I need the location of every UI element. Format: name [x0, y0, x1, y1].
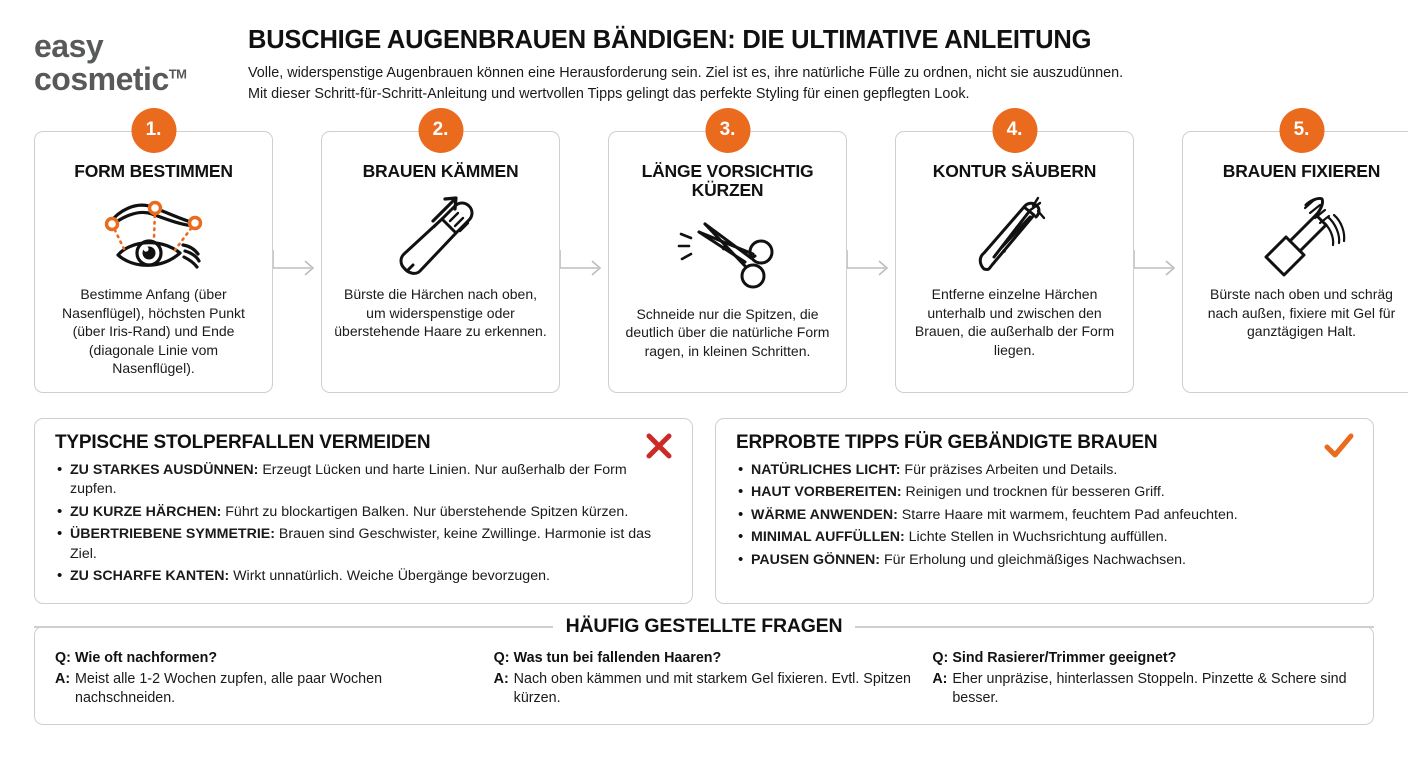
faq-q-label: Q: — [55, 650, 71, 667]
step-wrapper-1 — [34, 119, 321, 393]
pitfall-label: ZU SCHARFE KANTEN: — [70, 568, 230, 584]
tip-text: Für präzises Arbeiten und Details. — [900, 461, 1118, 478]
step-connector-1 — [273, 131, 321, 393]
faq-item — [494, 649, 915, 708]
list-item — [55, 461, 674, 500]
tweezers-icon — [972, 191, 1058, 277]
pitfalls-title: TYPISCHE STOLPERFALLEN VERMEIDEN — [55, 431, 431, 453]
step-wrapper-2 — [321, 119, 608, 393]
tip-text: Starre Haare mit warmem, feuchtem Pad anfeuchten. — [897, 506, 1238, 523]
faq-item — [932, 649, 1353, 708]
pitfall-label: ZU KURZE HÄRCHEN: — [70, 503, 222, 520]
faq-question-row — [932, 649, 1353, 668]
list-item — [736, 483, 1355, 502]
step-wrapper-3 — [608, 119, 895, 393]
eye-brow-mapping-icon — [98, 191, 210, 277]
tip-label: WÄRME ANWENDEN: — [751, 506, 898, 523]
pitfalls-panel — [34, 418, 693, 605]
trademark-symbol: TM — [168, 65, 187, 81]
faq-title: HÄUFIG GESTELLTE FRAGEN — [553, 615, 856, 638]
steps-row — [0, 119, 1408, 393]
brow-gel-wand-icon — [1252, 191, 1352, 277]
faq-answer: Meist alle 1-2 Wochen zupfen, alle paar Wochen nachschneiden. — [75, 670, 383, 707]
faq-question: Was tun bei fallenden Haaren? — [513, 650, 722, 667]
step-card-5[interactable] — [1182, 119, 1408, 393]
pitfall-text: Wirkt unnatürlich. Weiche Übergänge bevorzugen. — [229, 568, 550, 584]
pitfalls-list — [55, 461, 674, 587]
step-badge-3: 3. — [705, 108, 750, 153]
step-desc-4: Entferne einzelne Härchen unterhalb und zwischen den Brauen, die außerhalb der Form liegen. — [914, 286, 1115, 358]
list-item — [55, 503, 674, 522]
list-item — [736, 506, 1355, 525]
tip-text: Reinigen und trocknen für besseren Griff. — [901, 484, 1165, 501]
faq-answer-row — [55, 670, 476, 709]
step-desc-1: Bestimme Anfang (über Nasenflügel), höchsten Punkt (über Iris-Rand) und Ende (diagonale Linie vom Nasenflügel). — [62, 286, 245, 377]
scissors-icon — [675, 211, 781, 297]
tips-panel — [715, 418, 1374, 605]
faq-a-label: A: — [932, 670, 948, 687]
pitfall-label: ÜBERTRIEBENE SYMMETRIE: — [70, 526, 275, 543]
faq-question-row — [494, 649, 915, 668]
step-title-5: BRAUEN FIXIEREN — [1222, 160, 1381, 181]
step-connector-3 — [847, 131, 895, 393]
step-title-2: BRAUEN KÄMMEN — [362, 160, 519, 181]
faq-q-label: Q: — [493, 650, 510, 667]
step-badge-1: 1. — [131, 108, 176, 153]
faq-a-label: A: — [493, 670, 509, 687]
step-card-4[interactable] — [895, 119, 1134, 393]
step-desc-2: Bürste die Härchen nach oben, um widerspenstige oder überstehende Haare zu erkennen. — [334, 286, 547, 340]
tips-title: ERPROBTE TIPPS FÜR GEBÄNDIGTE BRAUEN — [736, 431, 1158, 453]
list-item — [736, 551, 1355, 570]
faq-answer: Nach oben kämmen und mit starkem Gel fixieren. Evtl. Spitzen kürzen. — [513, 670, 911, 707]
step-connector-2 — [560, 131, 608, 393]
pitfall-text: Brauen sind Geschwister, keine Zwillinge. Harmonie ist das Ziel. — [70, 526, 652, 562]
pitfall-label: ZU STARKES AUSDÜNNEN: — [70, 461, 259, 478]
tip-text: Lichte Stellen in Wuchsrichtung auffüllen. — [904, 529, 1168, 546]
faq-a-label: A: — [55, 670, 71, 687]
page-title: BUSCHIGE AUGENBRAUEN BÄNDIGEN: DIE ULTIMATIVE ANLEITUNG — [248, 26, 1092, 54]
tip-text: Für Erholung und gleichmäßiges Nachwachsen. — [880, 551, 1186, 568]
step-badge-2: 2. — [418, 108, 463, 153]
header-text-block — [234, 26, 1378, 105]
faq-item — [55, 649, 476, 708]
list-item — [736, 461, 1355, 480]
faq-answer: Eher unpräzise, hinterlassen Stoppeln. Pinzette & Schere sind besser. — [952, 670, 1347, 707]
faq-q-label: Q: — [932, 650, 949, 667]
tip-label: HAUT VORBEREITEN: — [751, 484, 902, 501]
list-item — [55, 567, 674, 586]
pitfall-text: Erzeugt Lücken und harte Linien. Nur außerhalb der Form zupfen. — [70, 461, 627, 498]
faq-question: Wie oft nachformen? — [75, 650, 218, 667]
brand-logo-line1: easy — [34, 28, 104, 64]
tip-label: PAUSEN GÖNNEN: — [751, 551, 881, 568]
step-badge-5: 5. — [1279, 108, 1324, 153]
step-desc-3: Schneide nur die Spitzen, die deutlich über die natürliche Form ragen, in kleinen Schritten. — [625, 305, 830, 359]
panels-row — [0, 418, 1408, 605]
brow-brush-icon — [393, 191, 489, 277]
faq-question-row — [55, 649, 476, 668]
step-wrapper-4 — [895, 119, 1182, 393]
brand-logo-line2 — [34, 60, 234, 97]
faq-answer-row — [494, 670, 915, 709]
step-card-1[interactable] — [34, 119, 273, 393]
step-title-1: FORM BESTIMMEN — [74, 160, 233, 181]
step-card-3[interactable] — [608, 119, 847, 393]
list-item — [55, 525, 674, 564]
faq-question: Sind Rasierer/Trimmer geeignet? — [952, 650, 1177, 667]
tips-list — [736, 461, 1355, 570]
subtitle-line-1: Volle, widerspenstige Augenbrauen können eine Herausforderung sein. Ziel ist es, ihre natürliche Fülle zu ordnen, nicht sie auszudünnen. — [248, 65, 1124, 82]
tip-label: MINIMAL AUFFÜLLEN: — [751, 529, 905, 546]
step-wrapper-5 — [1182, 119, 1408, 393]
subtitle-line-2: Mit dieser Schritt-für-Schritt-Anleitung und wertvollen Tipps gelingt das perfekte Styling für einen gepflegten Look. — [248, 85, 970, 102]
pitfall-text: Führt zu blockartigen Balken. Nur überstehende Spitzen kürzen. — [221, 503, 629, 520]
list-item — [736, 528, 1355, 547]
header — [0, 0, 1408, 105]
brand-logo — [34, 26, 234, 95]
faq-answer-row — [932, 670, 1353, 709]
step-desc-5: Bürste nach oben und schräg nach außen, fixiere mit Gel für ganztägigen Halt. — [1207, 286, 1396, 340]
step-card-2[interactable] — [321, 119, 560, 393]
step-connector-4 — [1134, 131, 1182, 393]
step-title-3: LÄNGE VORSICHTIG KÜRZEN — [641, 160, 814, 201]
step-title-4: KONTUR SÄUBERN — [932, 160, 1097, 181]
faq-box — [34, 626, 1374, 725]
faq-section — [0, 615, 1408, 725]
tip-label: NATÜRLICHES LICHT: — [751, 461, 901, 478]
step-badge-4: 4. — [992, 108, 1037, 153]
brand-logo-word: cosmetic — [34, 60, 169, 97]
